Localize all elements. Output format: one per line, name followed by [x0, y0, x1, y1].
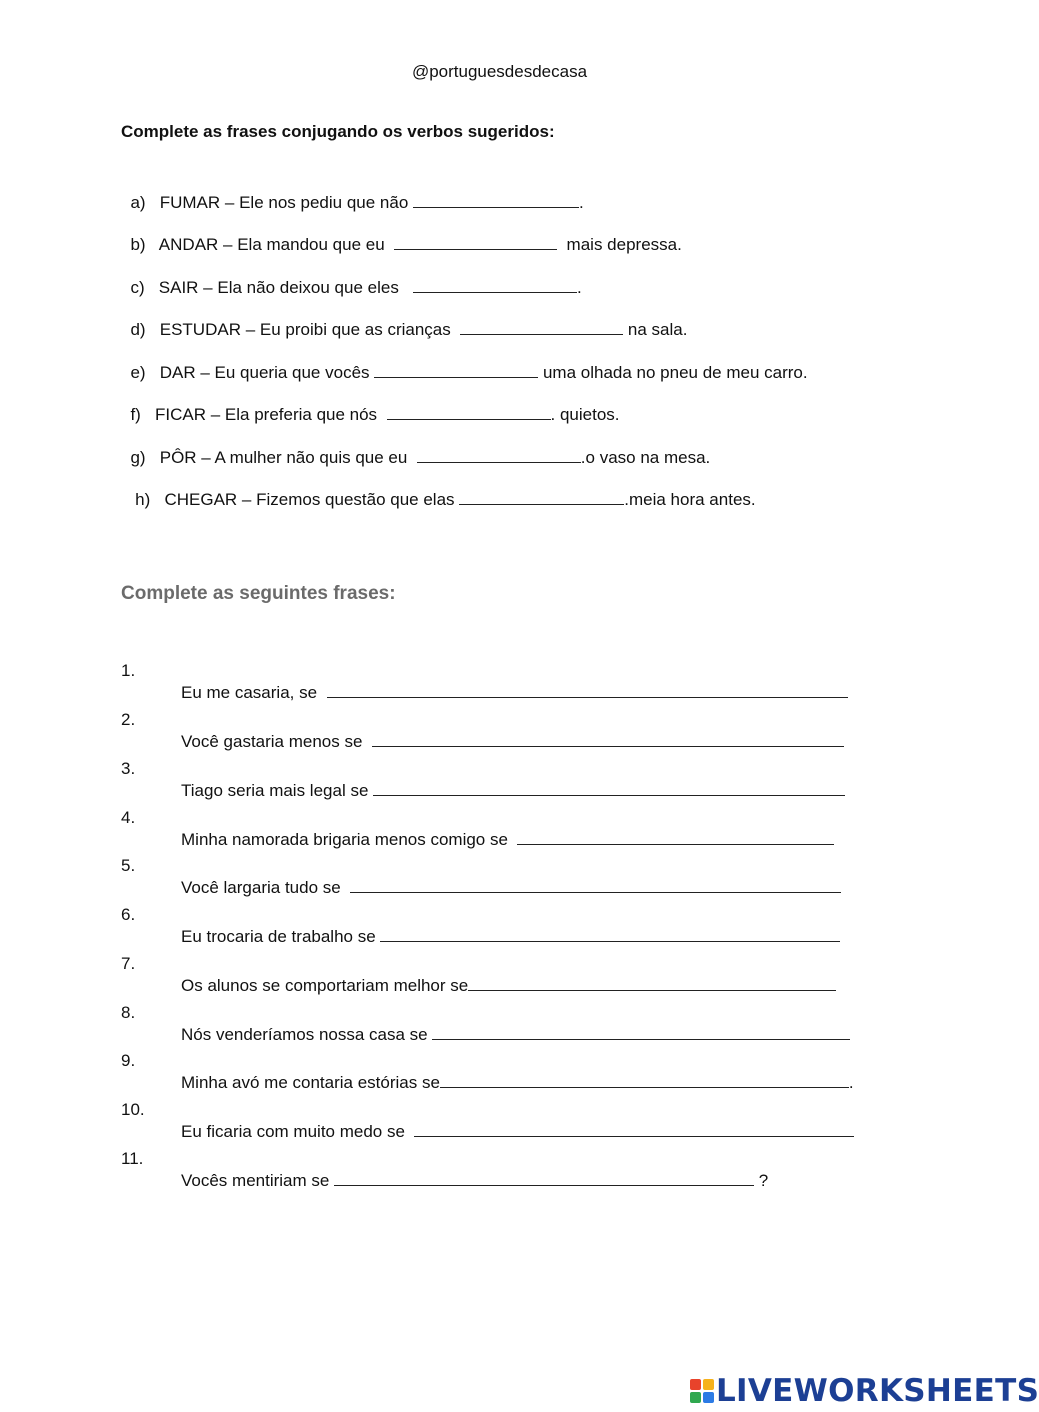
sentence-2	[0, 690, 999, 751]
logo-square-blue	[703, 1392, 714, 1403]
sentence-text: Minha namorada brigaria menos comigo se	[181, 830, 518, 849]
answer-blank[interactable]	[334, 1169, 754, 1186]
exercise-suffix: uma olhada no pneu de meu carro.	[538, 363, 808, 382]
sentence-6	[0, 885, 999, 946]
answer-blank[interactable]	[413, 276, 577, 293]
exercise-text: a) FUMAR – Ele nos pediu que não	[130, 193, 413, 212]
item-number: 11.	[121, 1149, 144, 1168]
answer-blank[interactable]	[460, 318, 623, 335]
item-number: 1.	[121, 661, 136, 680]
item-number: 2.	[121, 710, 136, 729]
exercise-text: c) SAIR – Ela não deixou que eles	[130, 278, 414, 297]
item-number: 9.	[121, 1051, 136, 1070]
answer-blank[interactable]	[413, 191, 579, 208]
exercise-text: d) ESTUDAR – Eu proibi que as crianças	[130, 320, 461, 339]
exercise-f	[121, 383, 620, 425]
logo-square-red	[690, 1379, 701, 1390]
exercise-text: g) PÔR – A mulher não quis que eu	[130, 448, 417, 467]
exercise-d	[121, 298, 687, 340]
sentence-text: Você largaria tudo se	[181, 878, 351, 897]
sentence-text: Tiago seria mais legal se	[181, 781, 374, 800]
sentence-5	[0, 836, 999, 897]
exercise-suffix: . quietos.	[550, 405, 620, 424]
answer-blank[interactable]	[374, 361, 538, 378]
item-number: 5.	[121, 856, 136, 875]
exercise-e	[121, 341, 808, 383]
sentence-text: Você gastaria menos se	[181, 732, 372, 751]
exercise-text: h) CHEGAR – Fizemos questão que elas	[130, 490, 460, 509]
answer-blank[interactable]	[387, 403, 551, 420]
exercise-suffix: .	[577, 278, 582, 297]
exercise-b	[121, 213, 682, 255]
exercise-suffix: .meia hora antes.	[624, 490, 756, 509]
liveworksheets-icon	[690, 1379, 714, 1403]
exercise-suffix: .o vaso na mesa.	[580, 448, 711, 467]
sentence-text: Nós venderíamos nossa casa se	[181, 1025, 433, 1044]
exercise-text: b) ANDAR – Ela mandou que eu	[130, 235, 395, 254]
header-handle: @portuguesdesdecasa	[411, 62, 588, 81]
exercise-a	[121, 171, 584, 213]
sentence-9	[0, 1031, 999, 1092]
exercise-text: f) FICAR – Ela preferia que nós	[130, 405, 387, 424]
sentence-3	[0, 739, 999, 800]
exercise-suffix: na sala.	[623, 320, 688, 339]
logo-square-green	[690, 1392, 701, 1403]
item-number: 7.	[121, 954, 136, 973]
sentence-text: Eu trocaria de trabalho se	[181, 927, 381, 946]
sentence-suffix: .	[848, 1073, 854, 1092]
sentence-text: Minha avó me contaria estórias se	[181, 1073, 440, 1092]
sentence-8	[0, 983, 999, 1044]
sentence-7	[0, 934, 999, 995]
liveworksheets-logo[interactable]	[690, 1373, 1039, 1409]
item-number: 10.	[121, 1100, 145, 1119]
exercise-text: e) DAR – Eu queria que vocês	[130, 363, 375, 382]
section2-title: Complete as seguintes frases:	[121, 583, 396, 604]
section1-title: Complete as frases conjugando os verbos sugeridos:	[121, 122, 555, 141]
exercise-h	[121, 468, 756, 510]
sentence-11	[0, 1129, 999, 1190]
item-number: 3.	[121, 759, 136, 778]
sentence-text: Os alunos se comportariam melhor se	[181, 976, 469, 995]
answer-blank[interactable]	[417, 446, 581, 463]
answer-blank[interactable]	[394, 233, 557, 250]
sentence-4	[0, 788, 999, 849]
sentence-text: Vocês mentiriam se	[181, 1171, 335, 1190]
exercise-g	[121, 426, 710, 468]
answer-blank[interactable]	[459, 488, 624, 505]
logo-text: LIVEWORKSHEETS	[716, 1373, 1039, 1409]
sentence-1	[0, 641, 999, 702]
sentence-10	[0, 1080, 999, 1141]
exercise-suffix: mais depressa.	[557, 235, 682, 254]
sentence-text: Eu me casaria, se	[181, 683, 327, 702]
sentence-text: Eu ficaria com muito medo se	[181, 1122, 415, 1141]
item-number: 4.	[121, 808, 136, 827]
logo-square-yellow	[703, 1379, 714, 1390]
exercise-c	[121, 256, 582, 298]
exercise-suffix: .	[579, 193, 584, 212]
item-number: 8.	[121, 1003, 136, 1022]
sentence-suffix: ?	[754, 1171, 769, 1190]
item-number: 6.	[121, 905, 136, 924]
